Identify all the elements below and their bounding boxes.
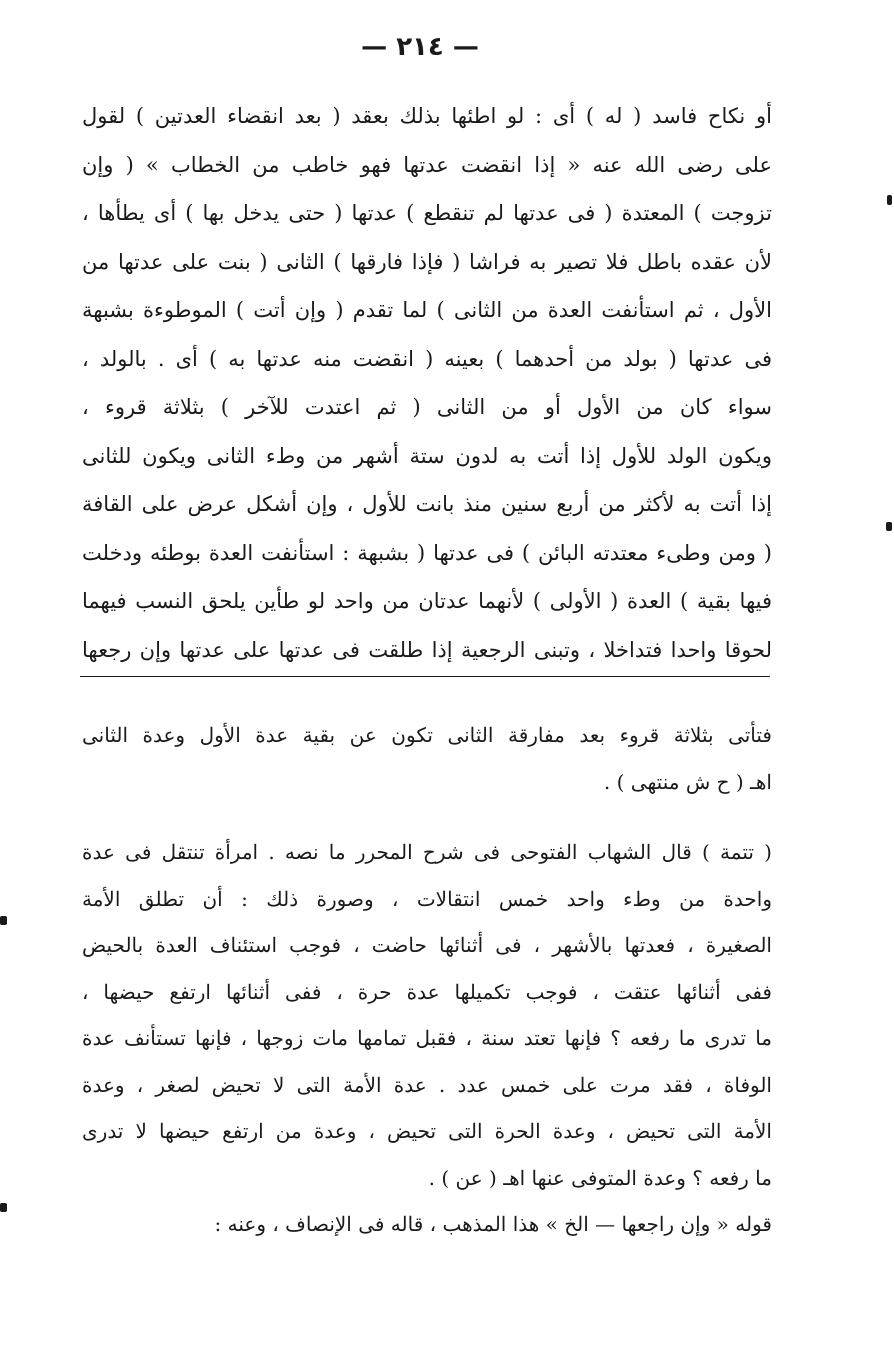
footnote-divider <box>80 676 770 677</box>
footnote-line: فتأتى بثلاثة قروء بعد مفارقة الثانى تكون عن بقية عدة الأول وعدة الثانى <box>82 723 772 747</box>
footnote-3 <box>82 1201 772 1248</box>
main-text-line: سواء كان من الأول أو من الثانى ( ثم اعتدت للآخر ) بثلاثة قروء ، <box>82 395 772 419</box>
footnote-gap <box>82 805 772 829</box>
footnote-line: قوله « وإن راجعها — الخ » هذا المذهب ، قاله فى الإنصاف ، وعنه : <box>214 1212 772 1236</box>
footnotes-block <box>82 712 772 1248</box>
footnote-line: ففى أثنائها عتقت ، فوجب تكميلها عدة حرة ، ففى أثنائها ارتفع حيضها ، <box>82 979 772 1004</box>
footnote-line: الوفاة ، فقد مرت على خمس عدد . عدة الأمة التى لا تحيض لصغر ، وعدة <box>82 1072 772 1097</box>
scan-edge-mark <box>0 916 7 925</box>
footnote-line: ما تدرى ما رفعه ؟ فإنها تعتد سنة ، فقبل تمامها مات زوجها ، فإنها تستأنف عدة <box>82 1026 772 1050</box>
footnote-2 <box>82 829 772 1201</box>
main-text-line: ( ومن وطىء معتدته البائن ) فى عدتها ( بشبهة : استأنفت العدة بوطئه ودخلت <box>82 540 772 565</box>
page-number: — ٢١٤ — <box>361 32 479 62</box>
scan-edge-mark <box>886 522 892 531</box>
main-text-line: تزوجت ) المعتدة ( فى عدتها لم تنقطع ) عدتها ( حتى يدخل بها ) أى يطأها ، <box>82 201 772 225</box>
footnote-line: الصغيرة ، فعدتها بالأشهر ، فى أثنائها حاضت ، فوجب استئناف العدة بالحيض <box>82 933 772 957</box>
main-text-line: الأول ، ثم استأنفت العدة من الثانى ) لما تقدم ( وإن أتت ) الموطوءة بشبهة <box>82 298 772 322</box>
main-text-line: فيها بقية ) العدة ( الأولى ) لأنهما عدتان من واحد لو طأين يلحق النسب فيهما <box>82 589 772 613</box>
main-text-line: على رضى الله عنه « إذا انقضت عدتها فهو خاطب من الخطاب » ( وإن <box>82 152 772 177</box>
footnote-line: اهـ ( ح ش منتهى ) . <box>603 769 772 794</box>
main-text-line: لحوقا واحدا فتداخلا ، وتبنى الرجعية إذا طلقت فى عدتها على عدتها وإن رجعها <box>82 637 772 662</box>
main-text-block <box>82 92 772 674</box>
footnote-line: ( تتمة ) قال الشهاب الفتوحى فى شرح المحرر ما نصه . امرأة تنتقل فى عدة <box>82 840 772 864</box>
footnote-line: ما رفعه ؟ وعدة المتوفى عنها اهـ ( عن ) . <box>428 1165 772 1190</box>
footnote-1 <box>82 712 772 805</box>
scan-edge-mark <box>887 195 892 205</box>
main-text-line: إذا أتت به لأكثر من أربع سنين منذ بانت للأول ، وإن أشكل عرض على القافة <box>82 492 772 516</box>
main-text-line: لأن عقده باطل فلا تصير به فراشا ( فإذا فارقها ) الثانى ( بنت على عدتها من <box>82 249 772 274</box>
main-text-line: أو نكاح فاسد ( له ) أى : لو اطئها بذلك بعقد ( بعد انقضاء العدتين ) لقول <box>82 104 772 128</box>
main-text-line: ويكون الولد للأول إذا أتت به لدون ستة أشهر من وطء الثانى ويكون للثانى <box>82 443 772 468</box>
main-text-line: فى عدتها ( بولد من أحدهما ) بعينه ( انقضت منه عدتها به ) أى . بالولد ، <box>82 346 772 371</box>
footnote-line: واحدة من وطء واحد خمس انتقالات ، وصورة ذلك : أن تطلق الأمة <box>82 886 772 911</box>
footnote-line: الأمة التى تحيض ، وعدة الحرة التى تحيض ، وعدة من ارتفع حيضها لا تدرى <box>82 1119 772 1143</box>
scan-edge-mark <box>0 1203 7 1212</box>
